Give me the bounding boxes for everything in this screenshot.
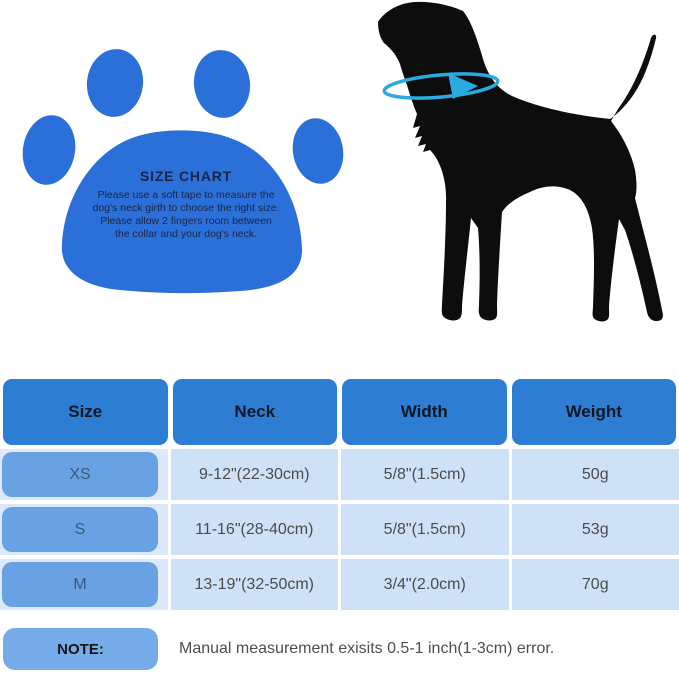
instruction-line: dog's neck girth to choose the right size. (92, 202, 280, 214)
header-width: Width (342, 379, 507, 445)
instruction-line: Please use a soft tape to measure the (97, 189, 275, 201)
table-cell-m-width: 3/4"(2.0cm) (341, 559, 509, 610)
header-size: Size (3, 379, 168, 445)
table-cell-xs-weight: 50g (512, 449, 679, 500)
note-badge: NOTE: (3, 628, 158, 670)
size-table-body (0, 449, 679, 610)
paw-toe-left-inner (83, 46, 147, 120)
dog-silhouette (360, 0, 679, 340)
size-chart-title: SIZE CHART (140, 168, 232, 184)
table-cell-s-width: 5/8"(1.5cm) (341, 504, 509, 555)
paw-instructions-panel (18, 42, 348, 298)
table-cell-s-weight: 53g (512, 504, 679, 555)
size-badge-xs: XS (2, 452, 158, 497)
size-badge-m: M (2, 562, 158, 607)
table-row-s-size (0, 504, 168, 555)
table-cell-xs-neck: 9-12"(22-30cm) (171, 449, 339, 500)
dog-body-shape (378, 2, 663, 322)
table-row-xs-size (0, 449, 168, 500)
header-weight: Weight (512, 379, 677, 445)
size-badge-s: S (2, 507, 158, 552)
note-row (0, 628, 679, 670)
header-neck: Neck (173, 379, 338, 445)
instruction-line: the collar and your dog's neck. (114, 228, 258, 240)
measuring-instructions (24, 189, 348, 241)
table-cell-m-neck: 13-19"(32-50cm) (171, 559, 339, 610)
table-cell-s-neck: 11-16"(28-40cm) (171, 504, 339, 555)
table-cell-xs-width: 5/8"(1.5cm) (341, 449, 509, 500)
table-cell-m-weight: 70g (512, 559, 679, 610)
size-table-header (0, 379, 679, 445)
instruction-line: Please allow 2 fingers room between (100, 215, 272, 227)
note-text: Manual measurement exisits 0.5-1 inch(1-3cm) error. (179, 640, 555, 657)
table-row-m-size (0, 559, 168, 610)
dog-figure (360, 0, 679, 340)
size-table (0, 379, 679, 610)
paw-toe-right-inner (190, 47, 254, 121)
